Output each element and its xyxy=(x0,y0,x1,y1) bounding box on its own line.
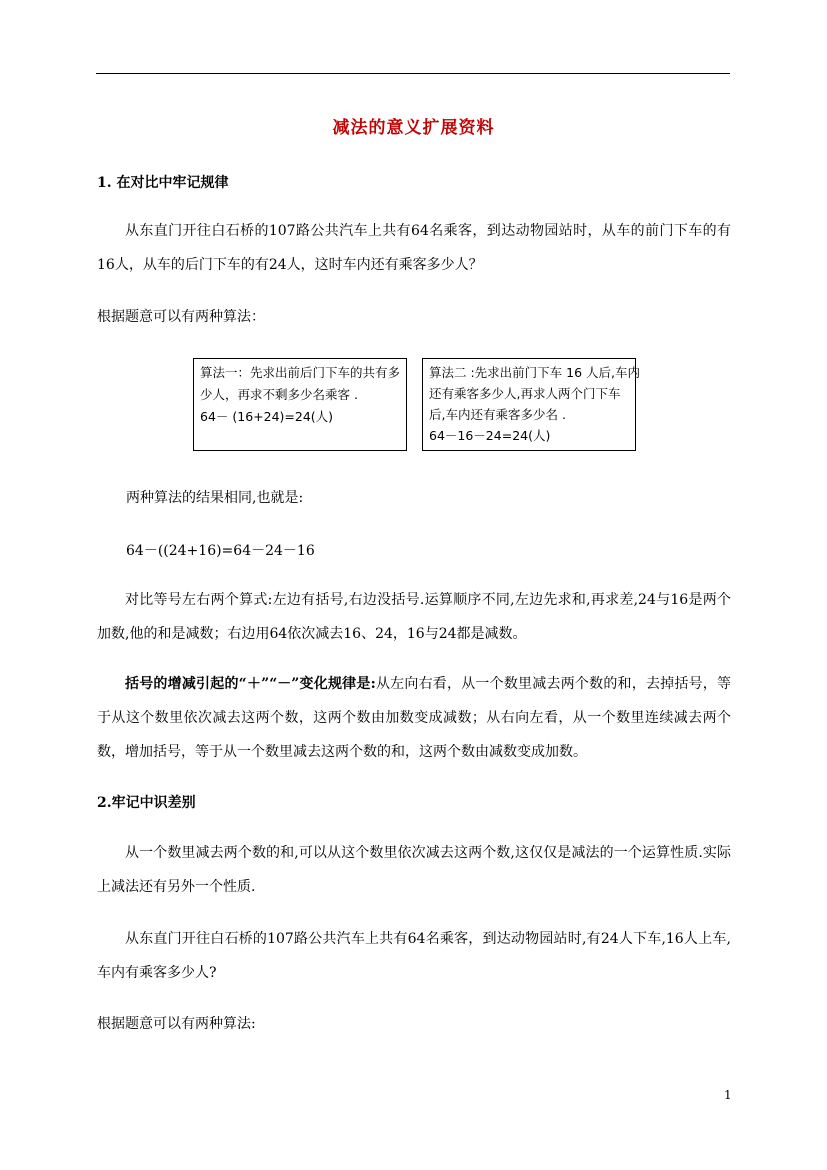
method-one-line2: 少人，再求不剩多少名乘客 . xyxy=(200,387,358,402)
section1-problem: 从东直门开往白石桥的107路公共汽车上共有64名乘客，到达动物园站时，从车的前门下车的有16人，从车的后门下车的有24人，这时车内还有乘客多少人？ xyxy=(97,223,731,273)
header-rule xyxy=(96,73,730,74)
method-one-line1: 算法一：先求出前后门下车的共有多 xyxy=(200,365,401,380)
method-two-line2: 还有乘客多少人,再求人两个门下车 xyxy=(429,386,621,401)
method-one-line3: 64－ (16+24)=24(人) xyxy=(200,409,334,424)
rule-paragraph xyxy=(97,667,731,769)
section2-paragraph: 从一个数里减去两个数的和,可以从这个数里依次减去这两个数,这仅仅是减法的一个运算性质.实际上减法还有另外一个性质. xyxy=(97,845,731,895)
method-one-box xyxy=(193,358,407,451)
section2-heading: 2.牢记中识差别 xyxy=(97,795,196,811)
section2-problem: 从东直门开往白石桥的107路公共汽车上共有64名乘客，到达动物园站时,有24人下车,16人上车,车内有乘客多少人? xyxy=(97,931,731,981)
method-two-box xyxy=(422,358,641,451)
section1-method-intro: 根据题意可以有两种算法： xyxy=(97,309,265,325)
rule-label: 括号的增减引起的“＋”“－”变化规律是: xyxy=(125,676,376,692)
same-result-text: 两种算法的结果相同,也就是: xyxy=(126,490,304,506)
method-two-line4: 64－16－24=24(人) xyxy=(429,428,551,443)
document-title: 减法的意义扩展资料 xyxy=(332,118,495,138)
comparison-paragraph: 对比等号左右两个算式:左边有括号,右边没括号.运算顺序不同,左边先求和,再求差,24与16是两个加数,他的和是减数；右边用64依次减去16、24，16与24都是减数。 xyxy=(97,592,731,642)
equation-text: 64－((24+16)=64－24－16 xyxy=(126,543,315,559)
section1-heading: 1. 在对比中牢记规律 xyxy=(97,175,229,191)
section2-method-intro: 根据题意可以有两种算法: xyxy=(97,1016,256,1032)
rule-text: 从左向右看，从一个数里减去两个数的和，去掉括号，等于从这个数里依次减去这两个数，这两个数由加数变成减数；从右向左看，从一个数里连续减去两个数，增加括号，等于从一个数里减去这两个数的和，这两个数由减数变成加数。 xyxy=(97,676,731,760)
page-number: 1 xyxy=(724,1088,732,1102)
method-two-line1: 算法二 :先求出前门下车 16 人后,车内 xyxy=(429,365,641,380)
method-two-line3: 后,车内还有乘客多少名 . xyxy=(429,407,566,422)
